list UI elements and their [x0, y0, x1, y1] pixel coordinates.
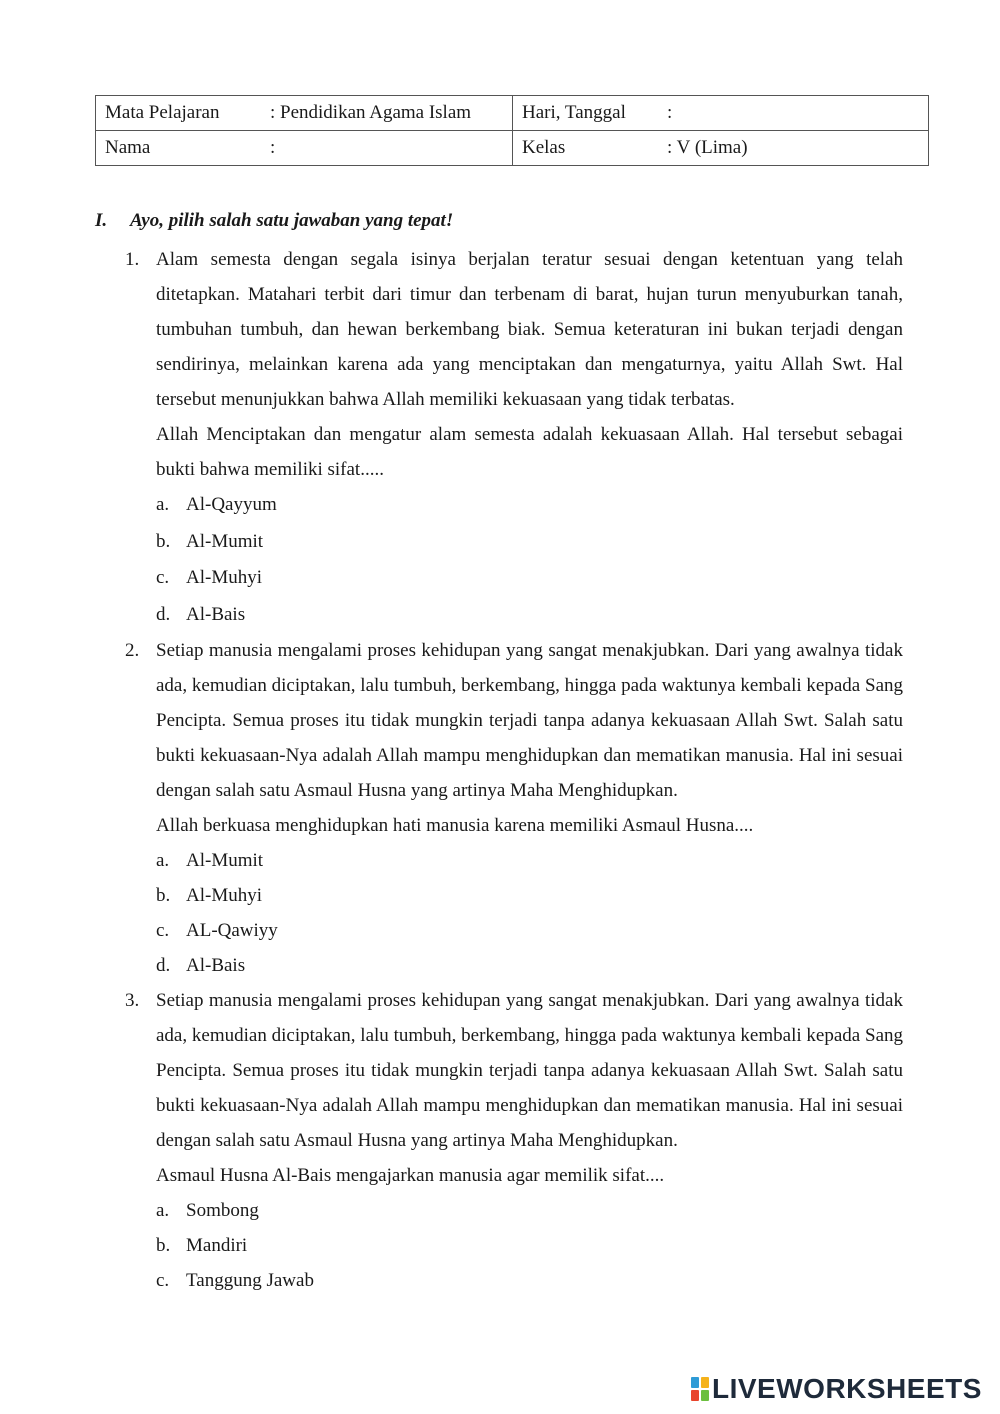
option-letter: d.: [156, 955, 171, 976]
liveworksheets-logo-icon: [691, 1377, 709, 1401]
name-cell: [96, 131, 513, 166]
subject-label: Mata Pelajaran: [105, 102, 220, 123]
option-text: AL-Qawiyy: [186, 920, 278, 941]
question-number: 3.: [125, 990, 140, 1011]
option-text: Al-Qayyum: [186, 494, 277, 515]
option-letter: b.: [156, 885, 171, 906]
option-text: Al-Muhyi: [186, 885, 262, 906]
option-c[interactable]: [156, 1263, 903, 1298]
logo-square: [691, 1390, 699, 1401]
option-text: Al-Bais: [186, 955, 246, 976]
question-context: Alam semesta dengan segala isinya berjalan teratur sesuai dengan ketentuan yang telah ditetapkan. Matahari terbit dari timur dan terbenam di barat, hujan turun menyuburkan tanah, tumbuhan tumbuh, dan hewan berkembang biak. Semua keteraturan ini bukan terjadi dengan sendirinya, melainkan karena ada yang menciptakan dan mengaturnya, yaitu Allah Swt. Hal tersebut menunjukkan bahwa Allah memiliki kekuasaan yang tidak terbatas.: [156, 249, 903, 410]
option-letter: a.: [156, 850, 170, 871]
option-a[interactable]: [156, 487, 903, 524]
subject-cell: [96, 96, 513, 131]
question-list: [95, 242, 903, 1298]
option-text: Al-Bais: [186, 603, 246, 625]
date-label: Hari, Tanggal: [522, 102, 626, 123]
option-c[interactable]: [156, 560, 903, 597]
question-context: Setiap manusia mengalami proses kehidupan yang sangat menakjubkan. Dari yang awalnya tidak ada, kemudian diciptakan, lalu tumbuh, berkembang, hingga pada waktunya kembali kepada Sang Pencipta. Semua proses itu tidak mungkin terjadi tanpa adanya kekuasaan Allah Swt. Salah satu bukti kekuasaan-Nya adalah Allah mampu menghidupkan dan mematikan manusia. Hal ini sesuai dengan salah satu Asmaul Husna yang artinya Maha Menghidupkan.: [156, 990, 903, 1151]
section-number: I.: [95, 210, 108, 231]
name-label: Nama: [105, 137, 151, 158]
question-number: 2.: [125, 640, 140, 661]
class-value: : V (Lima): [667, 137, 748, 158]
option-a[interactable]: [156, 1193, 903, 1228]
logo-square: [701, 1377, 709, 1388]
question-prompt: Asmaul Husna Al-Bais mengajarkan manusia agar memilik sifat....: [156, 1165, 665, 1186]
option-letter: a.: [156, 494, 170, 515]
question-2: [95, 633, 903, 983]
subject-value: : Pendidikan Agama Islam: [270, 102, 472, 123]
question-context: Setiap manusia mengalami proses kehidupan yang sangat menakjubkan. Dari yang awalnya tidak ada, kemudian diciptakan, lalu tumbuh, berkembang, hingga pada waktunya kembali kepada Sang Pencipta. Semua proses itu tidak mungkin terjadi tanpa adanya kekuasaan Allah Swt. Salah satu bukti kekuasaan-Nya adalah Allah mampu menghidupkan dan mematikan manusia. Hal ini sesuai dengan salah satu Asmaul Husna yang artinya Maha Menghidupkan.: [156, 640, 903, 801]
option-a[interactable]: [156, 843, 903, 878]
option-letter: c.: [156, 1270, 170, 1291]
question-prompt: Allah Menciptakan dan mengatur alam semesta adalah kekuasaan Allah. Hal tersebut sebagai bukti bahwa memiliki sifat.....: [156, 424, 903, 480]
option-d[interactable]: [156, 948, 903, 983]
option-c[interactable]: [156, 913, 903, 948]
option-text: Sombong: [186, 1200, 259, 1221]
option-text: Al-Mumit: [186, 530, 264, 552]
option-letter: d.: [156, 603, 171, 625]
liveworksheets-logo: [691, 1373, 982, 1404]
logo-square: [701, 1390, 709, 1401]
question-1: [95, 242, 903, 633]
header-table: [95, 95, 929, 166]
question-3: [95, 983, 903, 1298]
option-d[interactable]: [156, 597, 903, 634]
option-letter: b.: [156, 1235, 171, 1256]
option-letter: c.: [156, 567, 170, 588]
option-letter: a.: [156, 1200, 170, 1221]
section-heading: [95, 210, 453, 232]
option-text: Tanggung Jawab: [186, 1270, 314, 1291]
option-letter: b.: [156, 530, 171, 552]
option-text: Al-Mumit: [186, 850, 264, 871]
class-label: Kelas: [522, 137, 566, 158]
option-b[interactable]: [156, 878, 903, 913]
option-letter: c.: [156, 920, 170, 941]
option-text: Mandiri: [186, 1235, 248, 1256]
logo-square: [691, 1377, 699, 1388]
option-text: Al-Muhyi: [186, 567, 262, 588]
date-cell: [513, 96, 929, 131]
question-number: 1.: [125, 249, 140, 270]
option-b[interactable]: [156, 1228, 903, 1263]
class-cell: [513, 131, 929, 166]
date-value: :: [667, 102, 673, 123]
name-value: :: [270, 137, 276, 158]
section-title: Ayo, pilih salah satu jawaban yang tepat!: [130, 210, 454, 231]
question-prompt: Allah berkuasa menghidupkan hati manusia karena memiliki Asmaul Husna....: [156, 815, 754, 836]
liveworksheets-logo-text: LIVEWORKSHEETS: [712, 1373, 982, 1404]
option-b[interactable]: [156, 524, 903, 561]
